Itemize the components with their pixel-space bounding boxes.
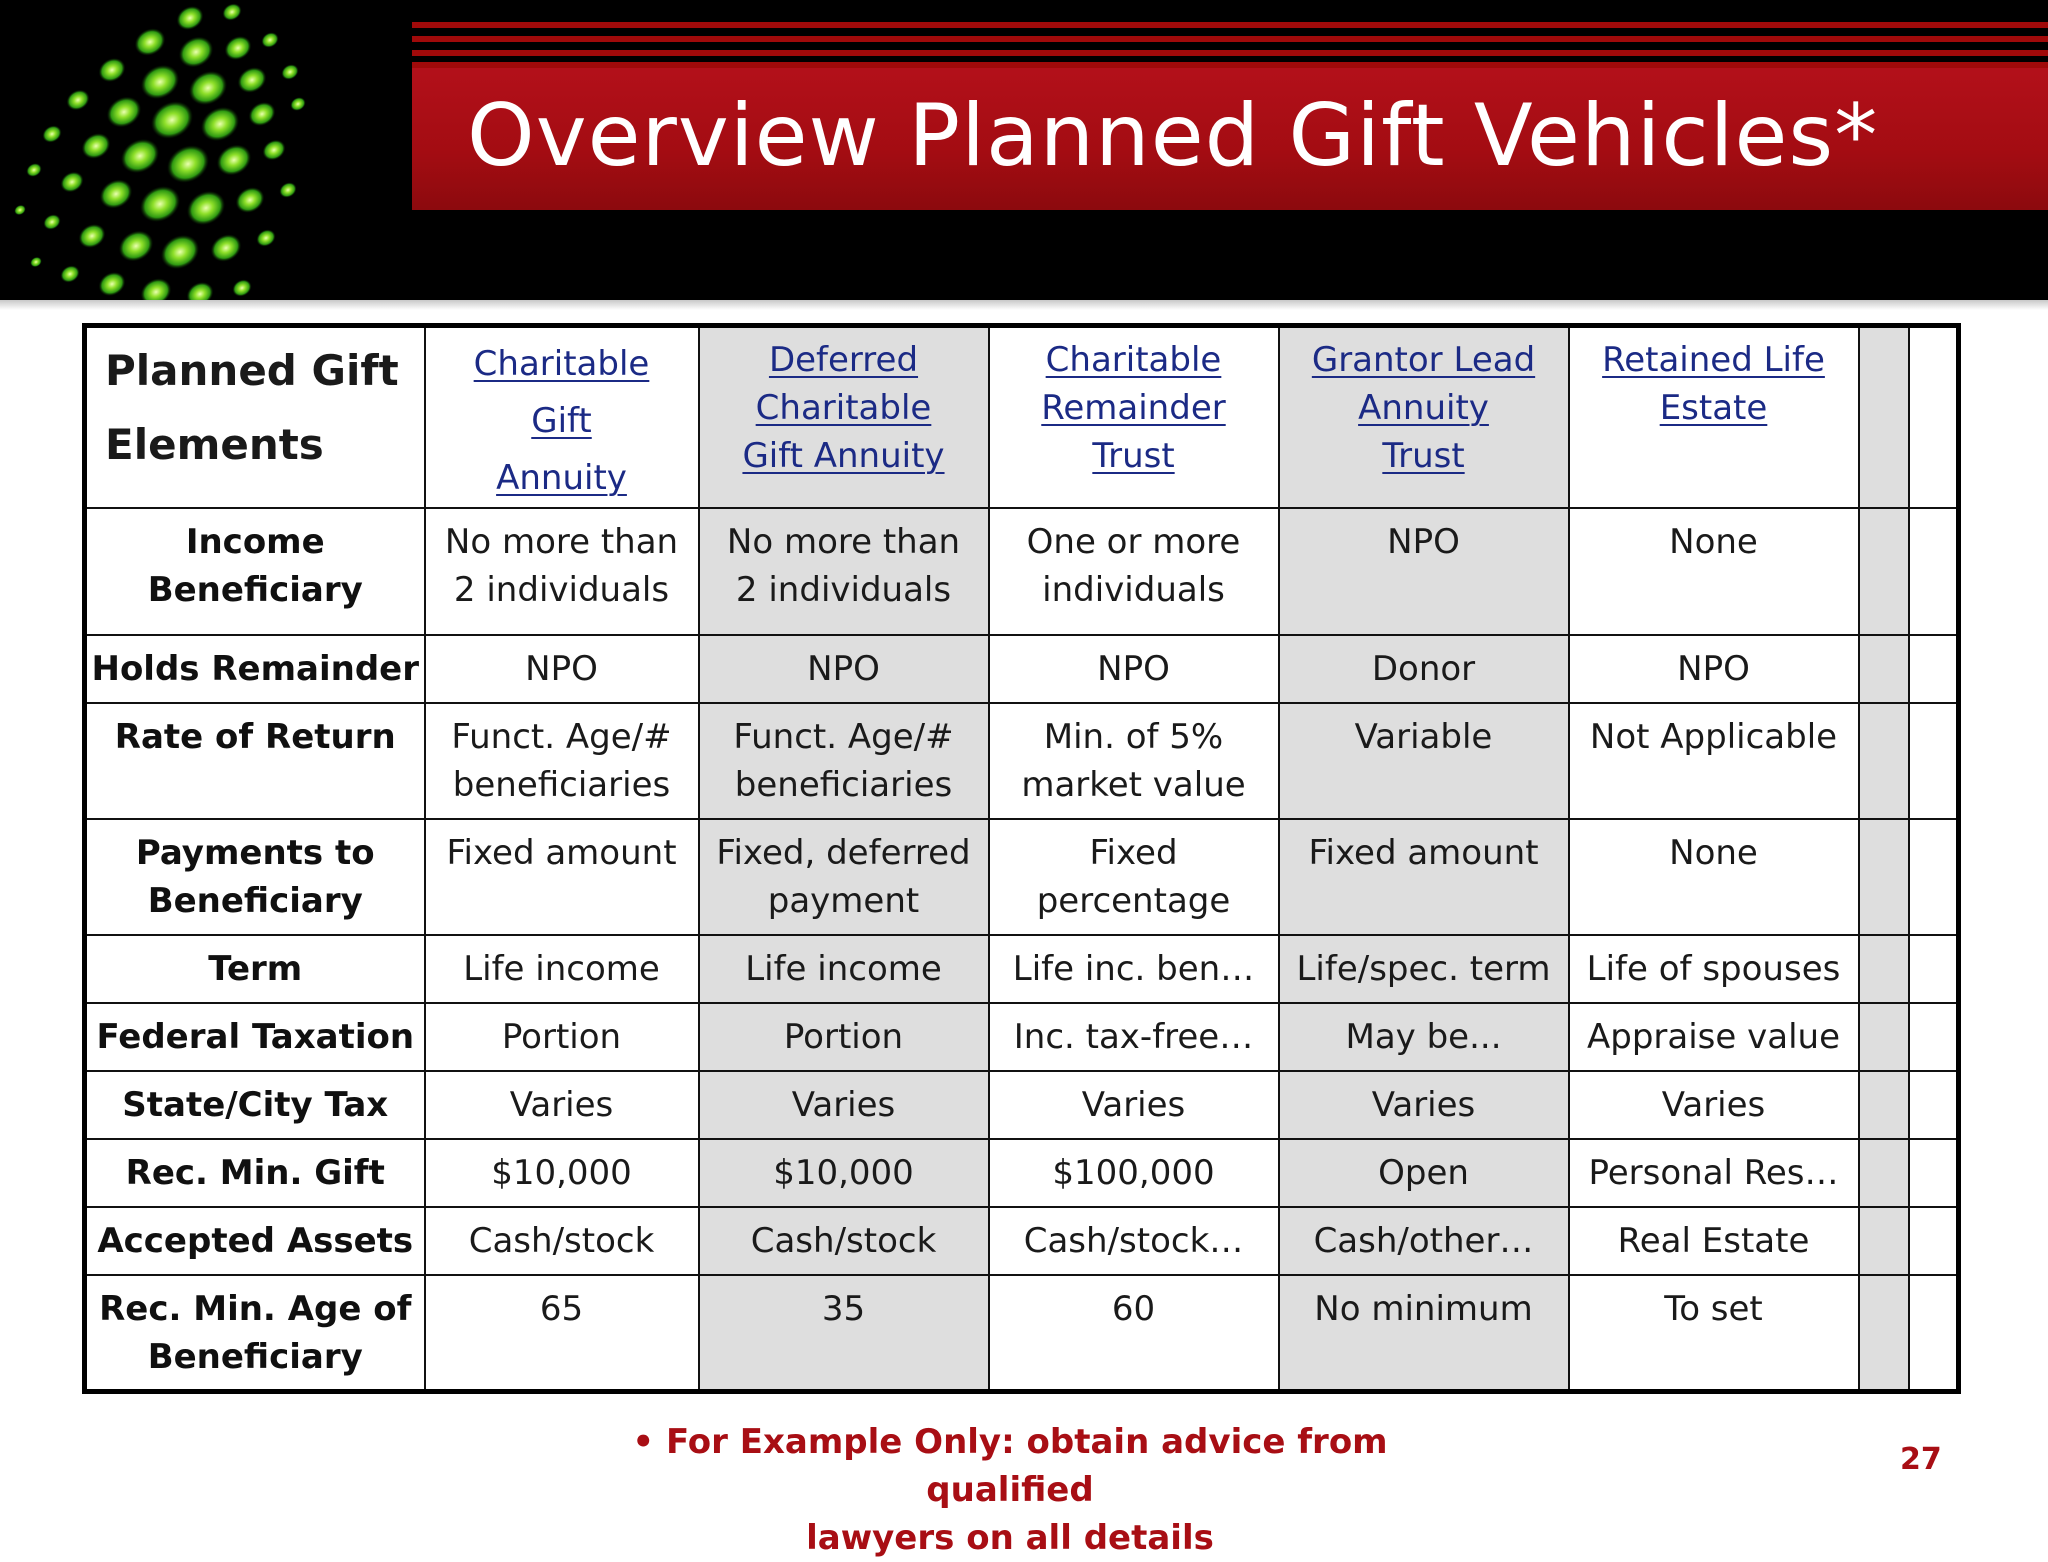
table-row xyxy=(85,819,1959,935)
empty-cell xyxy=(1909,935,1959,1003)
row-label-line: Federal Taxation xyxy=(96,1017,415,1057)
footnote-line-1: • For Example Only: obtain advice from qualified xyxy=(632,1422,1388,1510)
column-header-link-line[interactable]: Charitable xyxy=(473,344,650,384)
table-cell xyxy=(699,935,989,1003)
empty-cell xyxy=(1859,1275,1909,1391)
row-label xyxy=(85,1207,425,1275)
table-cell-line: 60 xyxy=(1111,1289,1156,1329)
row-label-line: Rec. Min. Gift xyxy=(125,1153,385,1193)
table-cell xyxy=(425,1275,699,1391)
table-cell-line: Appraise value xyxy=(1587,1017,1840,1057)
empty-cell xyxy=(1859,326,1909,509)
table-cell xyxy=(699,1275,989,1391)
table-cell xyxy=(1569,508,1859,635)
empty-cell xyxy=(1859,1207,1909,1275)
empty-cell xyxy=(1909,1275,1959,1391)
empty-cell xyxy=(1909,1139,1959,1207)
table-cell-line: Funct. Age/# xyxy=(733,717,954,757)
table-cell-line: 65 xyxy=(539,1289,584,1329)
row-label-line: Payments to xyxy=(135,833,375,873)
table-row xyxy=(85,935,1959,1003)
table-cell xyxy=(425,508,699,635)
empty-cell xyxy=(1909,635,1959,703)
table-cell xyxy=(699,508,989,635)
table-cell xyxy=(989,508,1279,635)
table-cell xyxy=(425,635,699,703)
table-row xyxy=(85,1003,1959,1071)
table-row xyxy=(85,1071,1959,1139)
comparison-table-container xyxy=(82,323,1961,1394)
table-cell-line: $100,000 xyxy=(1052,1153,1215,1193)
table-cell-line: NPO xyxy=(1097,649,1170,689)
table-cell-line: NPO xyxy=(807,649,880,689)
table-cell xyxy=(1279,703,1569,819)
table-cell xyxy=(699,635,989,703)
row-label xyxy=(85,703,425,819)
empty-cell xyxy=(1859,1071,1909,1139)
row-label xyxy=(85,635,425,703)
table-cell-line: Varies xyxy=(509,1085,614,1125)
table-row xyxy=(85,635,1959,703)
table-cell-line: market value xyxy=(1021,765,1246,805)
table-cell-line: Portion xyxy=(501,1017,622,1057)
table-cell-line: 2 individuals xyxy=(735,570,952,610)
table-cell xyxy=(425,1207,699,1275)
table-cell xyxy=(989,1139,1279,1207)
table-cell-line: 35 xyxy=(821,1289,866,1329)
table-cell xyxy=(1569,819,1859,935)
column-header-link-line[interactable]: Estate xyxy=(1659,388,1768,428)
column-header xyxy=(699,326,989,509)
column-header-link-line[interactable]: Charitable xyxy=(1045,340,1222,380)
empty-cell xyxy=(1909,703,1959,819)
empty-cell xyxy=(1909,1207,1959,1275)
page-number: 27 xyxy=(1900,1442,1942,1477)
empty-cell xyxy=(1909,508,1959,635)
table-cell-line: No more than xyxy=(444,522,679,562)
table-cell-line: Varies xyxy=(1371,1085,1476,1125)
table-cell-line: Varies xyxy=(1661,1085,1766,1125)
column-header-link-line[interactable]: Gift Annuity xyxy=(742,436,945,476)
table-cell-line: $10,000 xyxy=(773,1153,914,1193)
table-cell xyxy=(989,703,1279,819)
table-cell xyxy=(1569,1003,1859,1071)
table-cell xyxy=(425,1003,699,1071)
row-label-line: Beneficiary xyxy=(147,881,363,921)
table-cell xyxy=(425,935,699,1003)
table-cell-line: Funct. Age/# xyxy=(451,717,672,757)
row-label-line: Rec. Min. Age of xyxy=(99,1289,412,1329)
column-header-link-line[interactable]: Deferred xyxy=(768,340,919,380)
table-cell xyxy=(1279,1207,1569,1275)
table-cell-line: Life income xyxy=(745,949,942,989)
table-cell-line: $10,000 xyxy=(491,1153,632,1193)
row-label xyxy=(85,508,425,635)
table-cell-line: NPO xyxy=(525,649,598,689)
empty-cell xyxy=(1909,819,1959,935)
table-row xyxy=(85,1139,1959,1207)
table-cell-line: Fixed, deferred xyxy=(716,833,971,873)
table-cell-line: Donor xyxy=(1371,649,1476,689)
table-cell xyxy=(1279,508,1569,635)
corner-heading-line: Elements xyxy=(105,420,324,469)
table-cell-line: Real Estate xyxy=(1617,1221,1810,1261)
row-label-line: Income xyxy=(185,522,325,562)
table-cell xyxy=(1279,1071,1569,1139)
green-dots-logo xyxy=(0,0,412,303)
table-cell xyxy=(1279,1139,1569,1207)
row-label-line: Rate of Return xyxy=(114,717,396,757)
table-cell xyxy=(1279,1275,1569,1391)
footnote-line-2: lawyers on all details xyxy=(806,1518,1214,1558)
column-header xyxy=(989,326,1279,509)
table-cell-line: No more than xyxy=(726,522,961,562)
table-cell-line: Open xyxy=(1378,1153,1469,1193)
row-label-line: Holds Remainder xyxy=(91,649,419,689)
corner-heading-line: Planned Gift xyxy=(105,346,399,395)
column-header-link-line[interactable]: Remainder xyxy=(1041,388,1226,428)
header-stripes xyxy=(412,0,2048,68)
column-header-link-line[interactable]: Trust xyxy=(1092,436,1175,476)
table-cell xyxy=(699,1207,989,1275)
table-cell xyxy=(699,703,989,819)
table-cell-line: Cash/stock… xyxy=(1023,1221,1244,1261)
table-row xyxy=(85,508,1959,635)
column-header-link-line[interactable]: Gift xyxy=(531,401,592,441)
table-cell xyxy=(425,703,699,819)
table-cell xyxy=(989,1207,1279,1275)
title-band xyxy=(412,68,2048,210)
table-cell-line: beneficiaries xyxy=(452,765,671,805)
row-label xyxy=(85,1071,425,1139)
table-cell xyxy=(699,1139,989,1207)
table-cell-line: Cash/other… xyxy=(1313,1221,1534,1261)
empty-cell xyxy=(1859,1003,1909,1071)
table-cell-line: To set xyxy=(1664,1289,1763,1329)
table-cell xyxy=(425,1139,699,1207)
table-cell-line: Fixed amount xyxy=(446,833,677,873)
table-cell xyxy=(989,1071,1279,1139)
table-cell-line: Fixed amount xyxy=(1308,833,1539,873)
table-cell xyxy=(1569,1275,1859,1391)
table-cell-line: Varies xyxy=(791,1085,896,1125)
table-cell-line: Life income xyxy=(463,949,660,989)
table-row xyxy=(85,1275,1959,1391)
row-label xyxy=(85,1275,425,1391)
table-cell-line: Personal Res… xyxy=(1588,1153,1839,1193)
table-cell xyxy=(989,635,1279,703)
table-row xyxy=(85,703,1959,819)
table-cell-line: Fixed xyxy=(1089,833,1178,873)
table-cell-line: payment xyxy=(767,881,920,921)
empty-cell xyxy=(1859,819,1909,935)
column-header-link-line[interactable]: Annuity xyxy=(496,458,627,498)
row-label-line: Beneficiary xyxy=(147,1337,363,1377)
table-cell xyxy=(1569,703,1859,819)
table-cell xyxy=(699,1071,989,1139)
table-cell-line: Portion xyxy=(783,1017,904,1057)
column-header-link-line[interactable]: Grantor Lead xyxy=(1311,340,1536,380)
planned-gift-comparison-table xyxy=(82,323,1961,1394)
table-cell-line: None xyxy=(1669,522,1758,562)
table-header-row xyxy=(85,326,1959,509)
row-label xyxy=(85,1003,425,1071)
column-header xyxy=(1569,326,1859,509)
table-cell-line: No minimum xyxy=(1314,1289,1533,1329)
table-cell xyxy=(1279,935,1569,1003)
table-cell-line: Life of spouses xyxy=(1586,949,1841,989)
table-cell xyxy=(989,1275,1279,1391)
column-header-link-line[interactable]: Retained Life xyxy=(1602,340,1825,380)
table-cell-line: percentage xyxy=(1036,881,1231,921)
table-cell-line: NPO xyxy=(1387,522,1460,562)
table-cell-line: One or more xyxy=(1026,522,1241,562)
table-cell xyxy=(699,819,989,935)
table-cell-line: Cash/stock xyxy=(468,1221,655,1261)
table-cell xyxy=(1569,1207,1859,1275)
column-header xyxy=(425,326,699,509)
table-cell-line: Life/spec. term xyxy=(1296,949,1551,989)
table-cell xyxy=(1569,935,1859,1003)
empty-cell xyxy=(1909,326,1959,509)
row-label-line: Beneficiary xyxy=(147,570,363,610)
table-cell-line: individuals xyxy=(1042,570,1225,610)
column-header xyxy=(1279,326,1569,509)
table-cell-line: None xyxy=(1669,833,1758,873)
table-cell-line: May be... xyxy=(1345,1017,1502,1057)
table-cell-line: Inc. tax-free… xyxy=(1013,1017,1254,1057)
table-cell xyxy=(989,935,1279,1003)
table-cell-line: Cash/stock xyxy=(750,1221,937,1261)
header-shadow xyxy=(0,300,2048,310)
empty-cell xyxy=(1909,1003,1959,1071)
row-label-line: Term xyxy=(208,949,303,989)
table-row xyxy=(85,1207,1959,1275)
column-header-link-line[interactable]: Trust xyxy=(1382,436,1465,476)
table-cell xyxy=(425,819,699,935)
table-cell-line: Life inc. ben… xyxy=(1012,949,1255,989)
table-cell xyxy=(1569,1071,1859,1139)
table-cell-line: Varies xyxy=(1081,1085,1186,1125)
table-cell xyxy=(1279,635,1569,703)
slide-header xyxy=(0,0,2048,303)
row-label xyxy=(85,935,425,1003)
row-label xyxy=(85,819,425,935)
row-label xyxy=(85,1139,425,1207)
table-cell xyxy=(1279,1003,1569,1071)
empty-cell xyxy=(1859,508,1909,635)
table-cell-line: Min. of 5% xyxy=(1043,717,1224,757)
table-cell xyxy=(989,819,1279,935)
table-cell xyxy=(425,1071,699,1139)
table-cell xyxy=(989,1003,1279,1071)
table-cell-line: NPO xyxy=(1677,649,1750,689)
empty-cell xyxy=(1859,935,1909,1003)
table-cell xyxy=(1569,1139,1859,1207)
table-cell-line: Variable xyxy=(1354,717,1493,757)
empty-cell xyxy=(1909,1071,1959,1139)
empty-cell xyxy=(1859,635,1909,703)
table-corner-heading xyxy=(85,326,425,509)
row-label-line: Accepted Assets xyxy=(97,1221,414,1261)
footnote xyxy=(560,1418,1460,1562)
column-header-link-line[interactable]: Charitable xyxy=(755,388,932,428)
row-label-line: State/City Tax xyxy=(122,1085,389,1125)
table-cell-line: beneficiaries xyxy=(734,765,953,805)
slide-title: Overview Planned Gift Vehicles* xyxy=(467,86,1879,186)
table-cell xyxy=(699,1003,989,1071)
table-cell-line: Not Applicable xyxy=(1589,717,1838,757)
empty-cell xyxy=(1859,703,1909,819)
table-cell xyxy=(1279,819,1569,935)
empty-cell xyxy=(1859,1139,1909,1207)
table-cell-line: 2 individuals xyxy=(453,570,670,610)
column-header-link-line[interactable]: Annuity xyxy=(1358,388,1489,428)
table-cell xyxy=(1569,635,1859,703)
